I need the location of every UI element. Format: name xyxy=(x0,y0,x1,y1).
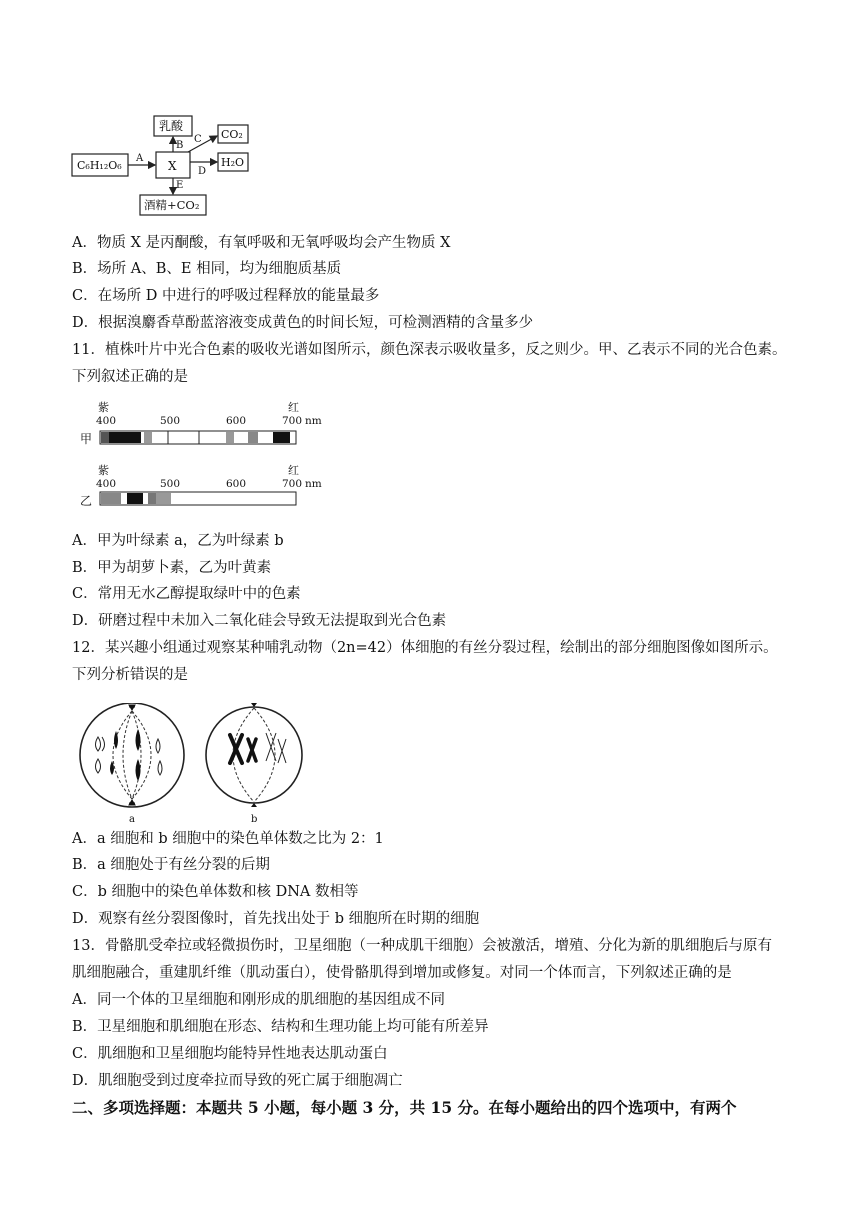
arrow-c xyxy=(188,136,217,152)
respiration-diagram xyxy=(70,112,260,218)
tick-700-yi: 700 xyxy=(282,478,303,490)
h2o-label: H₂O xyxy=(221,156,245,169)
alcohol-label: 酒精+CO₂ xyxy=(144,198,200,212)
q12-option-c: C．b 细胞中的染色单体数和核 DNA 数相等 xyxy=(72,884,359,900)
x-label: X xyxy=(168,159,177,173)
nm-label-yi: nm xyxy=(305,478,322,490)
glucose-label: C₆H₁₂O₆ xyxy=(77,159,122,172)
q13-option-d: D．肌细胞受到过度牵拉而导致的死亡属于细胞凋亡 xyxy=(72,1073,403,1089)
tick-400-jia: 400 xyxy=(96,415,117,427)
cell-b xyxy=(206,703,302,807)
tick-600-jia: 600 xyxy=(226,415,247,427)
q12-option-a: A．a 细胞和 b 细胞中的染色单体数之比为 2：1 xyxy=(72,831,384,847)
spectrum-bar-yi xyxy=(100,492,296,505)
tick-500-yi: 500 xyxy=(160,478,181,490)
tick-500-jia: 500 xyxy=(160,415,181,427)
path-label-c: C xyxy=(194,134,202,145)
q13-stem-line2: 肌细胞融合，重建肌纤维（肌动蛋白），使骨骼肌得到增加或修复。对同一个体而言，下列叙述正确的是 xyxy=(72,965,732,981)
path-label-b: B xyxy=(176,140,184,151)
nm-label-jia: nm xyxy=(305,415,322,427)
path-label-e: E xyxy=(176,180,184,191)
q11-stem-line2: 下列叙述正确的是 xyxy=(72,369,188,385)
q11-stem-line1: 11．植株叶片中光合色素的吸收光谱如图所示，颜色深表示吸收量多，反之则少。甲、乙表示不同的光合色素。 xyxy=(72,342,787,358)
cell-a-label: a xyxy=(129,814,135,825)
q12-option-d: D．观察有丝分裂图像时，首先找出处于 b 细胞所在时期的细胞 xyxy=(72,911,480,927)
spectrum-bar-jia xyxy=(100,431,296,444)
red-label-yi: 红 xyxy=(288,464,299,477)
q13-stem-line1: 13．骨骼肌受牵拉或轻微损伤时，卫星细胞（一种成肌干细胞）会被激活，增殖、分化为新的肌细胞后与原有 xyxy=(72,938,772,954)
q11-option-c: C．常用无水乙醇提取绿叶中的色素 xyxy=(72,586,301,602)
violet-label-yi: 紫 xyxy=(98,464,109,477)
q12-option-b: B．a 细胞处于有丝分裂的后期 xyxy=(72,857,270,873)
q13-option-c: C．肌细胞和卫星细胞均能特异性地表达肌动蛋白 xyxy=(72,1046,388,1062)
q13-option-a: A．同一个体的卫星细胞和刚形成的肌细胞的基因组成不同 xyxy=(72,992,445,1008)
cell-b-label: b xyxy=(251,814,258,825)
section-2-heading: 二、多项选择题：本题共 5 小题，每小题 3 分，共 15 分。在每小题给出的四个选项中，有两个 xyxy=(72,1098,737,1117)
q10-option-d: D．根据溴麝香草酚蓝溶液变成黄色的时间长短，可检测酒精的含量多少 xyxy=(72,315,534,331)
q13-option-b: B．卫星细胞和肌细胞在形态、结构和生理功能上均可能有所差异 xyxy=(72,1019,489,1035)
tick-400-yi: 400 xyxy=(96,478,117,490)
q11-option-b: B．甲为胡萝卜素，乙为叶黄素 xyxy=(72,560,272,576)
tick-700-jia: 700 xyxy=(282,415,303,427)
q10-option-a: A．物质 X 是丙酮酸，有氧呼吸和无氧呼吸均会产生物质 X xyxy=(72,235,451,251)
q12-stem-line2: 下列分析错误的是 xyxy=(72,667,188,683)
row-label-jia: 甲 xyxy=(80,432,93,446)
cell-a xyxy=(80,703,184,807)
co2-label: CO₂ xyxy=(221,128,243,141)
q10-option-b: B．场所 A、B、E 相同，均为细胞质基质 xyxy=(72,261,342,277)
violet-label-jia: 紫 xyxy=(98,401,109,414)
red-label-jia: 红 xyxy=(288,401,299,414)
path-label-a: A xyxy=(136,153,144,164)
row-label-yi: 乙 xyxy=(80,494,93,508)
q11-option-d: D．研磨过程中未加入二氧化硅会导致无法提取到光合色素 xyxy=(72,613,447,629)
q10-option-c: C．在场所 D 中进行的呼吸过程释放的能量最多 xyxy=(72,288,380,304)
q11-option-a: A．甲为叶绿素 a，乙为叶绿素 b xyxy=(72,533,284,549)
q12-stem-line1: 12．某兴趣小组通过观察某种哺乳动物（2n=42）体细胞的有丝分裂过程，绘制出的部分细胞图像如图所示。 xyxy=(72,640,778,656)
absorption-spectrum-figure xyxy=(74,398,334,510)
lactic-acid-label: 乳酸 xyxy=(159,119,184,133)
mitosis-cells-figure xyxy=(72,703,322,825)
tick-600-yi: 600 xyxy=(226,478,247,490)
path-label-d: D xyxy=(198,166,207,177)
